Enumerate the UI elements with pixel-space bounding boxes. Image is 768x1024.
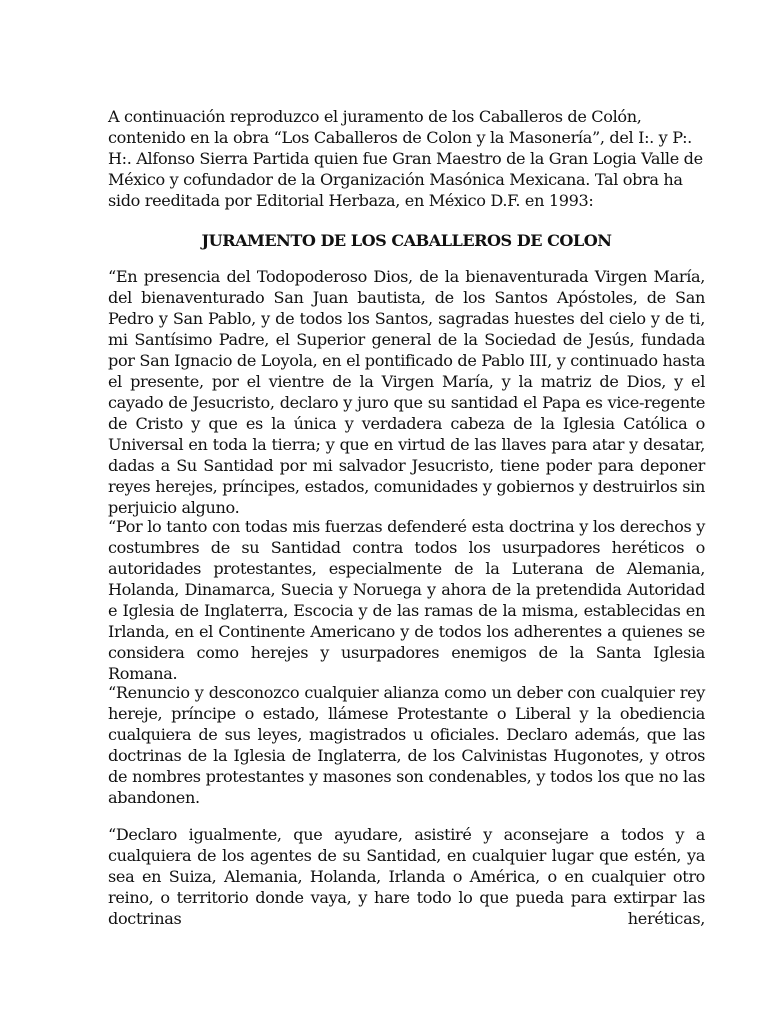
oath-paragraph-1: “En presencia del Todopoderoso Dios, de la bienaventurada Virgen María, del bienaventurado San Juan bautista, de los Santos Apóstoles, de San Pedro y San Pablo, y de todos los Santos, sagradas huestes del cielo y de ti, mi Santísimo Padre, el Superior general de la Sociedad de Jesús, fundada por San Ignacio de Loyola, en el pontificado de Pablo III, y continuado hasta el presente, por el vientre de la Virgen María, y la matriz de Dios, y el cayado de Jesucristo, declaro y juro que su santidad el Papa es vice-regente de Cristo y que es la única y verdadera cabeza de la Iglesia Católica o Universal en toda la tierra; y que en virtud de las llaves para atar y desatar, dadas a Su Santidad por mi salvador Jesucristo, tiene poder para deponer reyes herejes, príncipes, estados, comunidades y gobiernos y destruirlos sin perjuicio alguno. [108, 267, 705, 517]
intro-paragraph: A continuación reproduzco el juramento de los Caballeros de Colón, contenido en la obra “Los Caballeros de Colon y la Masonería”, del I:. y P:. H:. Alfonso Sierra Partida quien fue Gran Maestro de la Gran Logia Valle de México y cofundador de la Organización Masónica Mexicana. Tal obra ha sido reeditada por Editorial Herbaza, en México D.F. en 1993: [108, 107, 703, 210]
document-page [108, 0, 705, 1024]
oath-paragraph-3: “Renuncio y desconozco cualquier alianza como un deber con cualquier rey hereje, príncipe o estado, llámese Protestante o Liberal y la obediencia cualquiera de sus leyes, magistrados u oficiales. Declaro además, que las doctrinas de la Iglesia de Inglaterra, de los Calvinistas Hugonotes, y otros de nombres protestantes y masones son condenables, y todos los que no las abandonen. [108, 683, 705, 807]
oath-paragraph-2: “Por lo tanto con todas mis fuerzas defenderé esta doctrina y los derechos y costumbres de su Santidad contra todos los usurpadores heréticos o autoridades protestantes, especialmente de la Luterana de Alemania, Holanda, Dinamarca, Suecia y Noruega y ahora de la pretendida Autoridad e Iglesia de Inglaterra, Escocia y de las ramas de la misma, establecidas en Irlanda, en el Continente Americano y de todos los adherentes a quienes se considera como herejes y usurpadores enemigos de la Santa Iglesia Romana. [108, 517, 705, 683]
document-title: JURAMENTO DE LOS CABALLEROS DE COLON [201, 231, 612, 250]
oath-paragraph-4: “Declaro igualmente, que ayudare, asistiré y aconsejare a todos y a cualquiera de los agentes de su Santidad, en cualquier lugar que estén, ya sea en Suiza, Alemania, Holanda, Irlanda o América, o en cualquier otro reino, o territorio donde vaya, y hare todo lo que pueda para extirpar las doctrinas heréticas, [108, 825, 705, 928]
